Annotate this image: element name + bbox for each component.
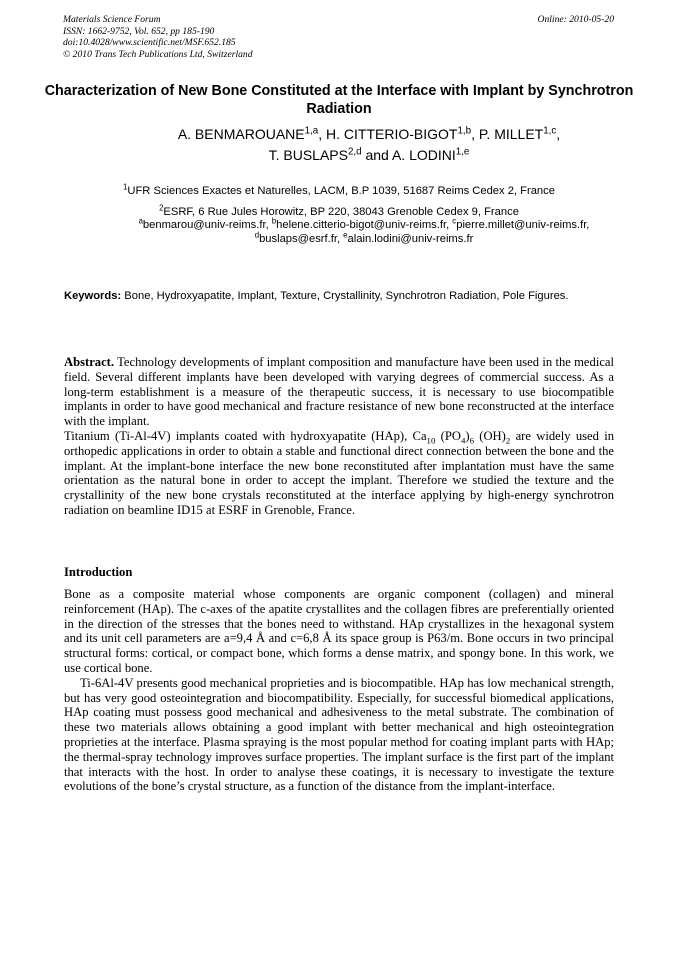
journal-name: Materials Science Forum	[63, 14, 161, 25]
author-name: T. BUSLAPS	[268, 147, 348, 163]
issn: ISSN: 1662-9752, Vol. 652, pp 185-190	[63, 25, 215, 37]
author-sup: 1,e	[455, 146, 470, 158]
author-name: , P. MILLET	[471, 126, 544, 142]
abstract-paragraph	[64, 355, 614, 429]
abstract-text: )	[465, 428, 470, 443]
email: benmarou@univ-reims.fr,	[142, 219, 272, 231]
affil-text: ESRF, 6 Rue Jules Horowitz, BP 220, 38043 Grenoble Cedex 9, France	[163, 206, 519, 218]
keywords-text: Bone, Hydroxyapatite, Implant, Texture, Crystallinity, Synchrotron Radiation, Pole Figures.	[121, 290, 569, 302]
email: buslaps@esrf.fr,	[259, 233, 344, 245]
keywords	[64, 289, 614, 304]
affiliation-2	[60, 205, 618, 219]
formula-sub: 2	[505, 435, 511, 446]
introduction-body	[64, 587, 614, 794]
author-sup: 1,c	[543, 125, 557, 137]
author-name: and A. LODINI	[361, 147, 456, 163]
abstract-text: (PO	[435, 428, 461, 443]
journal-header	[63, 14, 253, 60]
abstract-text: (OH)	[473, 428, 506, 443]
email-sup: a	[138, 216, 143, 226]
email-sup: c	[452, 216, 457, 226]
author-name: , H. CITTERIO-BIGOT	[318, 126, 458, 142]
abstract-text: are widely used in orthopedic applications in order to obtain a stable and functional direct connection between the bone and the implant. At the implant-bone interface the new bone reconstituted after implantation must have the same orientation as the natural bone in order to accept the implant. Therefore we studied the texture and the crystallinity of the new bone crystals reconstituted at the interface applying by high-energy synchrotron radiation on beamline ID15 at ESRF in Grenoble, France.	[64, 428, 615, 517]
keywords-label: Keywords:	[64, 290, 122, 302]
email-sup: b	[271, 216, 277, 226]
intro-paragraph: Bone as a composite material whose components are organic component (collagen) and mineral reinforcement (HAp). The c-axes of the apatite crystallites and the collagen fibres are preferentially oriented in the direction of the stresses that the bones need to withstand. HAp crystallizes in the hexagonal system and its unit cell parameters are a=9,4 Å and c=6,8 Å its space group is P63/m. Bone occurs in two principal structural forms: cortical, or compact bone, which forms a dense matrix, and spongy bone. In this work, we use cortical bone.	[64, 587, 614, 675]
author-sup: 1,a	[304, 125, 319, 137]
affil-text: UFR Sciences Exactes et Naturelles, LACM, B.P 1039, 51687 Reims Cedex 2, France	[127, 185, 555, 197]
copyright: © 2010 Trans Tech Publications Ltd, Switzerland	[63, 48, 253, 60]
abstract-label: Abstract.	[64, 355, 115, 369]
paper-title: Characterization of New Bone Constituted at the Interface with Implant by Synchrotron Radiation	[44, 83, 634, 117]
abstract-paragraph	[64, 429, 614, 518]
author-name: A. BENMAROUANE	[177, 126, 305, 142]
email: alain.lodini@univ-reims.fr	[347, 233, 474, 245]
author-sep: ,	[556, 126, 561, 142]
affiliation-1	[60, 184, 618, 198]
abstract	[64, 355, 614, 518]
emails	[60, 218, 668, 246]
author-sup: 2,d	[347, 146, 362, 158]
author-sup: 1,b	[457, 125, 472, 137]
intro-paragraph: Ti-6Al-4V presents good mechanical proprieties and is biocompatible. HAp has low mechanical strength, but has very good osteointegration and biocompatibility. Especially, for successful biomedical applications, HAp coating must possess good mechanical and adhesiveness to the metal substrate. The combination of these two materials allows obtaining a good implant with better mechanical and high osteointegration proprieties at the interface. Plasma spraying is the most popular method for coating implant parts with HAp; the thermal-spray technology improves surface properties. The implant surface is the first part of the implant that interacts with the host. In order to analyse these coatings, it is necessary to investigate the texture evolutions of the bone’s crystal structure, as a function of the distance from the implant-interface.	[64, 675, 614, 794]
email-sup: d	[254, 230, 260, 240]
abstract-text: Titanium (Ti-Al-4V) implants coated with hydroxyapatite (HAp), Ca	[64, 428, 427, 443]
email: pierre.millet@univ-reims.fr,	[456, 219, 590, 231]
email: helene.citterio-bigot@univ-reims.fr,	[276, 219, 453, 231]
formula-sub: 6	[469, 435, 474, 446]
formula-sub: 4	[460, 435, 466, 446]
abstract-text: Technology developments of implant composition and manufacture have been used in the medical field. Several different implants have been developed with varying degrees of commercial success. As a long-term establishment is a measure of the therapeutic success, it is necessary to use biocompatible implants in order to have good mechanical and fracture resistance of new bone reconstructed at the interface with the implant.	[64, 355, 614, 429]
authors	[100, 124, 638, 166]
email-sup: e	[343, 230, 348, 240]
section-heading-introduction: Introduction	[64, 565, 133, 579]
affil-sup: 2	[159, 203, 164, 213]
online-date: Online: 2010-05-20	[537, 14, 614, 25]
doi: doi:10.4028/www.scientific.net/MSF.652.185	[63, 37, 236, 49]
affil-sup: 1	[123, 182, 128, 192]
formula-sub: 10	[426, 435, 436, 446]
